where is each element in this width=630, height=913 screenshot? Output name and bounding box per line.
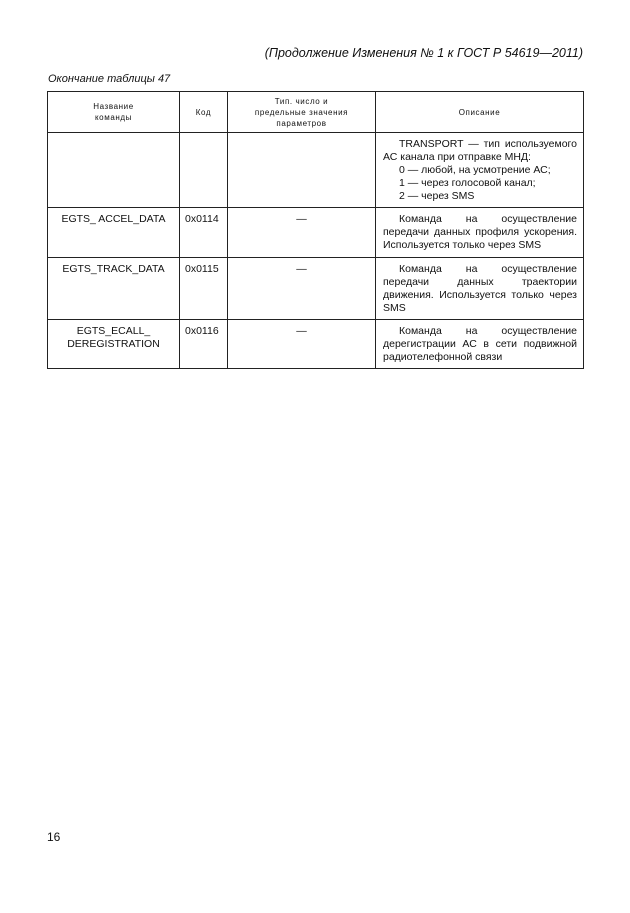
transport-option-0: 0 — любой, на усмотрение АС; bbox=[399, 164, 551, 176]
cell-code: 0x0114 bbox=[180, 208, 228, 258]
description-text: Команда на осуществление дерегистрации АС в сети подвижной радиотелефонной связи bbox=[383, 325, 577, 363]
command-name-line2: DEREGISTRATION bbox=[67, 338, 160, 350]
document-header-note: (Продолжение Изменения № 1 к ГОСТ Р 54619—2011) bbox=[264, 46, 583, 60]
command-name-line1: EGTS_ECALL_ bbox=[76, 325, 151, 337]
page-number: 16 bbox=[47, 830, 61, 844]
table-row bbox=[48, 208, 584, 258]
header-description: Описание bbox=[376, 92, 584, 133]
cell-command-name bbox=[48, 320, 180, 369]
description-text: Команда на осуществление передачи данных траектории движения. Используется только через SMS bbox=[383, 263, 577, 314]
header-command-name-line1: Название bbox=[93, 102, 134, 111]
cell-command-name: EGTS_TRACK_DATA bbox=[48, 258, 180, 320]
cell-name-empty bbox=[48, 133, 180, 208]
cell-description bbox=[376, 320, 584, 369]
header-code: Код bbox=[180, 92, 228, 133]
table-row bbox=[48, 258, 584, 320]
cell-type-empty bbox=[228, 133, 376, 208]
cell-code: 0x0115 bbox=[180, 258, 228, 320]
table-row-continuation bbox=[48, 133, 584, 208]
cell-command-name: EGTS_ ACCEL_DATA bbox=[48, 208, 180, 258]
commands-table bbox=[47, 91, 584, 369]
cell-type: — bbox=[228, 258, 376, 320]
header-type bbox=[228, 92, 376, 133]
cell-type: — bbox=[228, 208, 376, 258]
cell-code-empty bbox=[180, 133, 228, 208]
transport-parameter-text: TRANSPORT — тип используемого АС канала при отправке МНД: bbox=[383, 138, 577, 163]
transport-option-1: 1 — через голосовой канал; bbox=[399, 177, 536, 189]
header-type-line2: предельные значения bbox=[254, 107, 349, 117]
cell-code: 0x0116 bbox=[180, 320, 228, 369]
header-type-line1: Тип. число и bbox=[274, 96, 329, 106]
header-type-line3: параметров bbox=[276, 118, 327, 128]
header-command-name bbox=[48, 92, 180, 133]
table-row bbox=[48, 320, 584, 369]
header-command-name-line2: команды bbox=[94, 113, 133, 122]
cell-type: — bbox=[228, 320, 376, 369]
transport-option-2: 2 — через SMS bbox=[399, 190, 475, 202]
cell-description bbox=[376, 258, 584, 320]
table-caption: Окончание таблицы 47 bbox=[48, 73, 171, 85]
table-header-row bbox=[48, 92, 584, 133]
description-text: Команда на осуществление передачи данных профиля ускорения. Используется только через SMS bbox=[383, 213, 577, 251]
cell-description bbox=[376, 208, 584, 258]
cell-description bbox=[376, 133, 584, 208]
